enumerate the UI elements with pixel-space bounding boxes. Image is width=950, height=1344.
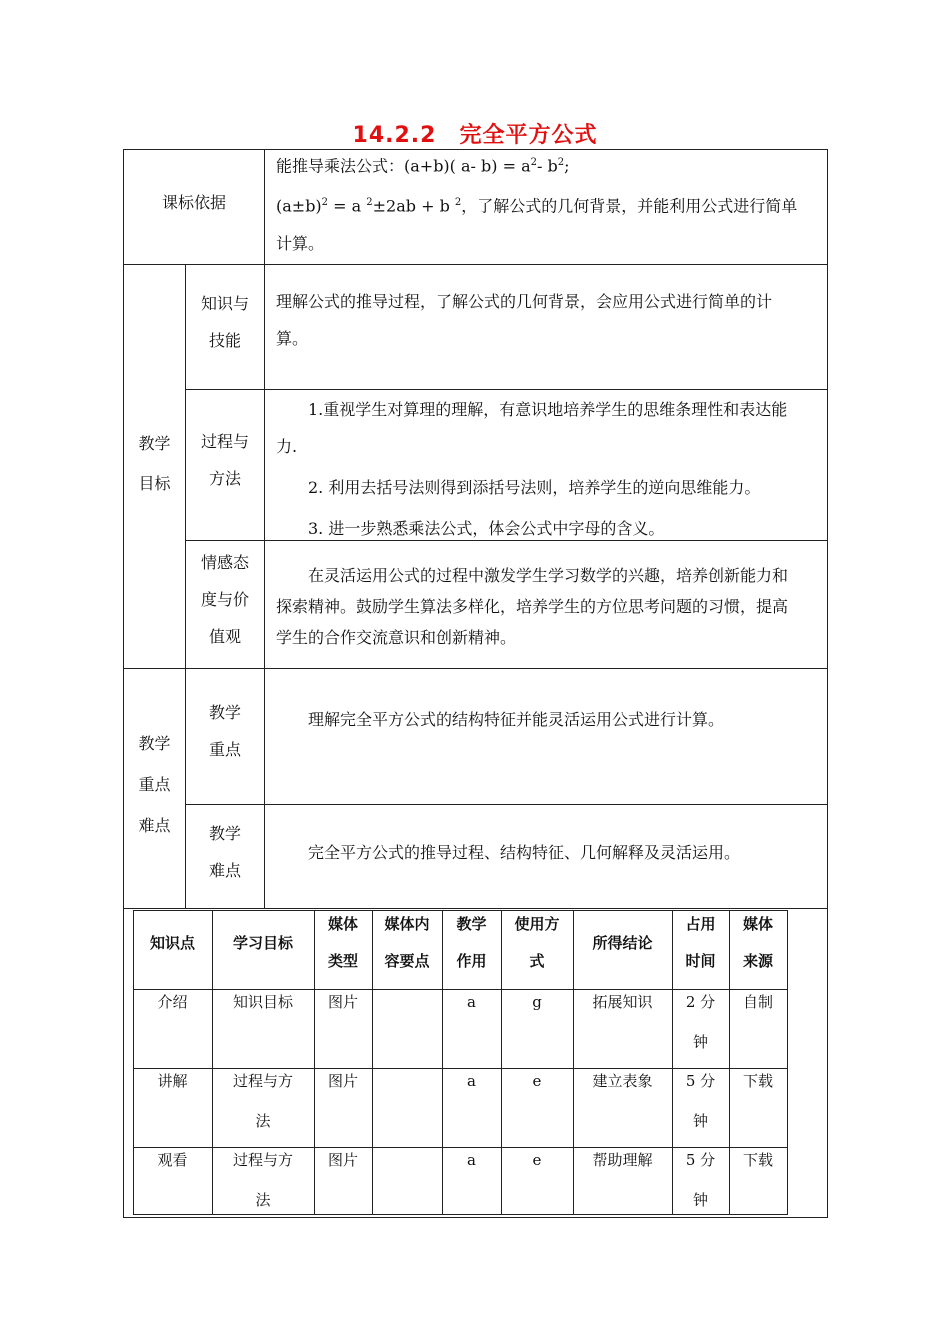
focus-label: 教学 重点 <box>208 703 241 759</box>
focus-text: 理解完全平方公式的结构特征并能灵活运用公式进行计算。 <box>308 710 725 729</box>
media-cell-r2-c8: 下载 <box>742 1151 773 1169</box>
media-header-0: 知识点 <box>149 934 195 952</box>
knowledge-text: 理解公式的推导过程，了解公式的几何背景，会应用公式进行简单的计 算。 <box>276 292 773 348</box>
difficulty-text: 完全平方公式的推导过程、结构特征、几何解释及灵活运用。 <box>308 843 741 862</box>
media-cell-r1-c8: 下载 <box>742 1072 773 1090</box>
media-cell-r0-c6: 拓展知识 <box>592 993 653 1011</box>
knowledge-label: 知识与 技能 <box>200 294 249 350</box>
media-cell-r1-c6: 建立表象 <box>592 1072 653 1090</box>
media-cell-r0-c4: a <box>467 993 476 1011</box>
media-cell-r0-c2: 图片 <box>327 993 358 1011</box>
emotion-label: 情感态 度与价 值观 <box>200 553 249 646</box>
media-cell-r0-c8: 自制 <box>742 993 773 1011</box>
media-cell-r2-c6: 帮助理解 <box>592 1151 653 1169</box>
media-header-1: 学习目标 <box>232 934 293 952</box>
process-text: 1.重视学生对算理的理解，有意识地培养学生的思维条理性和表达能 力. 2. 利用去括号法则得到添括号法则，培养学生的逆向思维能力。 3. 进一步熟悉乘法公式，体会公式中字母的含义。 <box>276 400 788 538</box>
media-cell-r0-c1: 知识目标 <box>232 993 293 1011</box>
curriculum-line-1: 能推导乘法公式：(a+b)( a- $b) = a^2-$ $b^2$; <box>276 156 570 176</box>
keypoints-label: 教学 重点 难点 <box>138 734 171 835</box>
media-cell-r2-c7: 5 分 钟 <box>685 1151 716 1209</box>
process-label: 过程与 方法 <box>200 432 249 488</box>
media-header-3: 媒体内 容要点 <box>384 915 430 970</box>
media-cell-r2-c4: a <box>467 1151 476 1169</box>
media-header-7: 占用 时间 <box>685 915 716 970</box>
curriculum-line-2: $(a\pm b)^2 = a$ $^2$±2ab + b $^2$，了解公式的几何背景，并能利用公式进行简单 <box>276 196 798 216</box>
objectives-label: 教学 目标 <box>138 434 171 493</box>
curriculum-line-3: 计算。 <box>276 233 325 253</box>
media-cell-r2-c2: 图片 <box>327 1151 358 1169</box>
page-title: 14.2.2 完全平方公式 <box>352 123 598 148</box>
media-cell-r0-c5: g <box>532 993 542 1011</box>
media-cell-r0-c0: 介绍 <box>157 993 188 1011</box>
media-cell-r1-c5: e <box>532 1072 542 1090</box>
emotion-text: 在灵活运用公式的过程中激发学生学习数学的兴趣，培养创新能力和 探索精神。鼓励学生算法多样化，培养学生的方位思考问题的习惯，提高 学生的合作交流意识和创新精神。 <box>276 566 789 647</box>
curriculum-label: 课标依据 <box>161 193 226 212</box>
media-header-4: 教学 作用 <box>456 915 487 970</box>
difficulty-label: 教学 难点 <box>208 824 241 880</box>
media-cell-r1-c4: a <box>467 1072 476 1090</box>
media-cell-r2-c5: e <box>532 1151 542 1169</box>
media-cell-r1-c0: 讲解 <box>157 1072 188 1090</box>
media-header-2: 媒体 类型 <box>327 915 358 970</box>
media-cell-r0-c7: 2 分 钟 <box>685 993 716 1051</box>
media-cell-r1-c1: 过程与方 法 <box>232 1072 293 1130</box>
media-header-8: 媒体 来源 <box>742 915 773 970</box>
media-cell-r2-c0: 观看 <box>157 1151 188 1169</box>
media-cell-r2-c1: 过程与方 法 <box>232 1151 293 1209</box>
media-header-5: 使用方 式 <box>514 915 560 970</box>
media-cell-r1-c7: 5 分 钟 <box>685 1072 716 1130</box>
media-cell-r1-c2: 图片 <box>327 1072 358 1090</box>
media-header-6: 所得结论 <box>592 934 653 952</box>
